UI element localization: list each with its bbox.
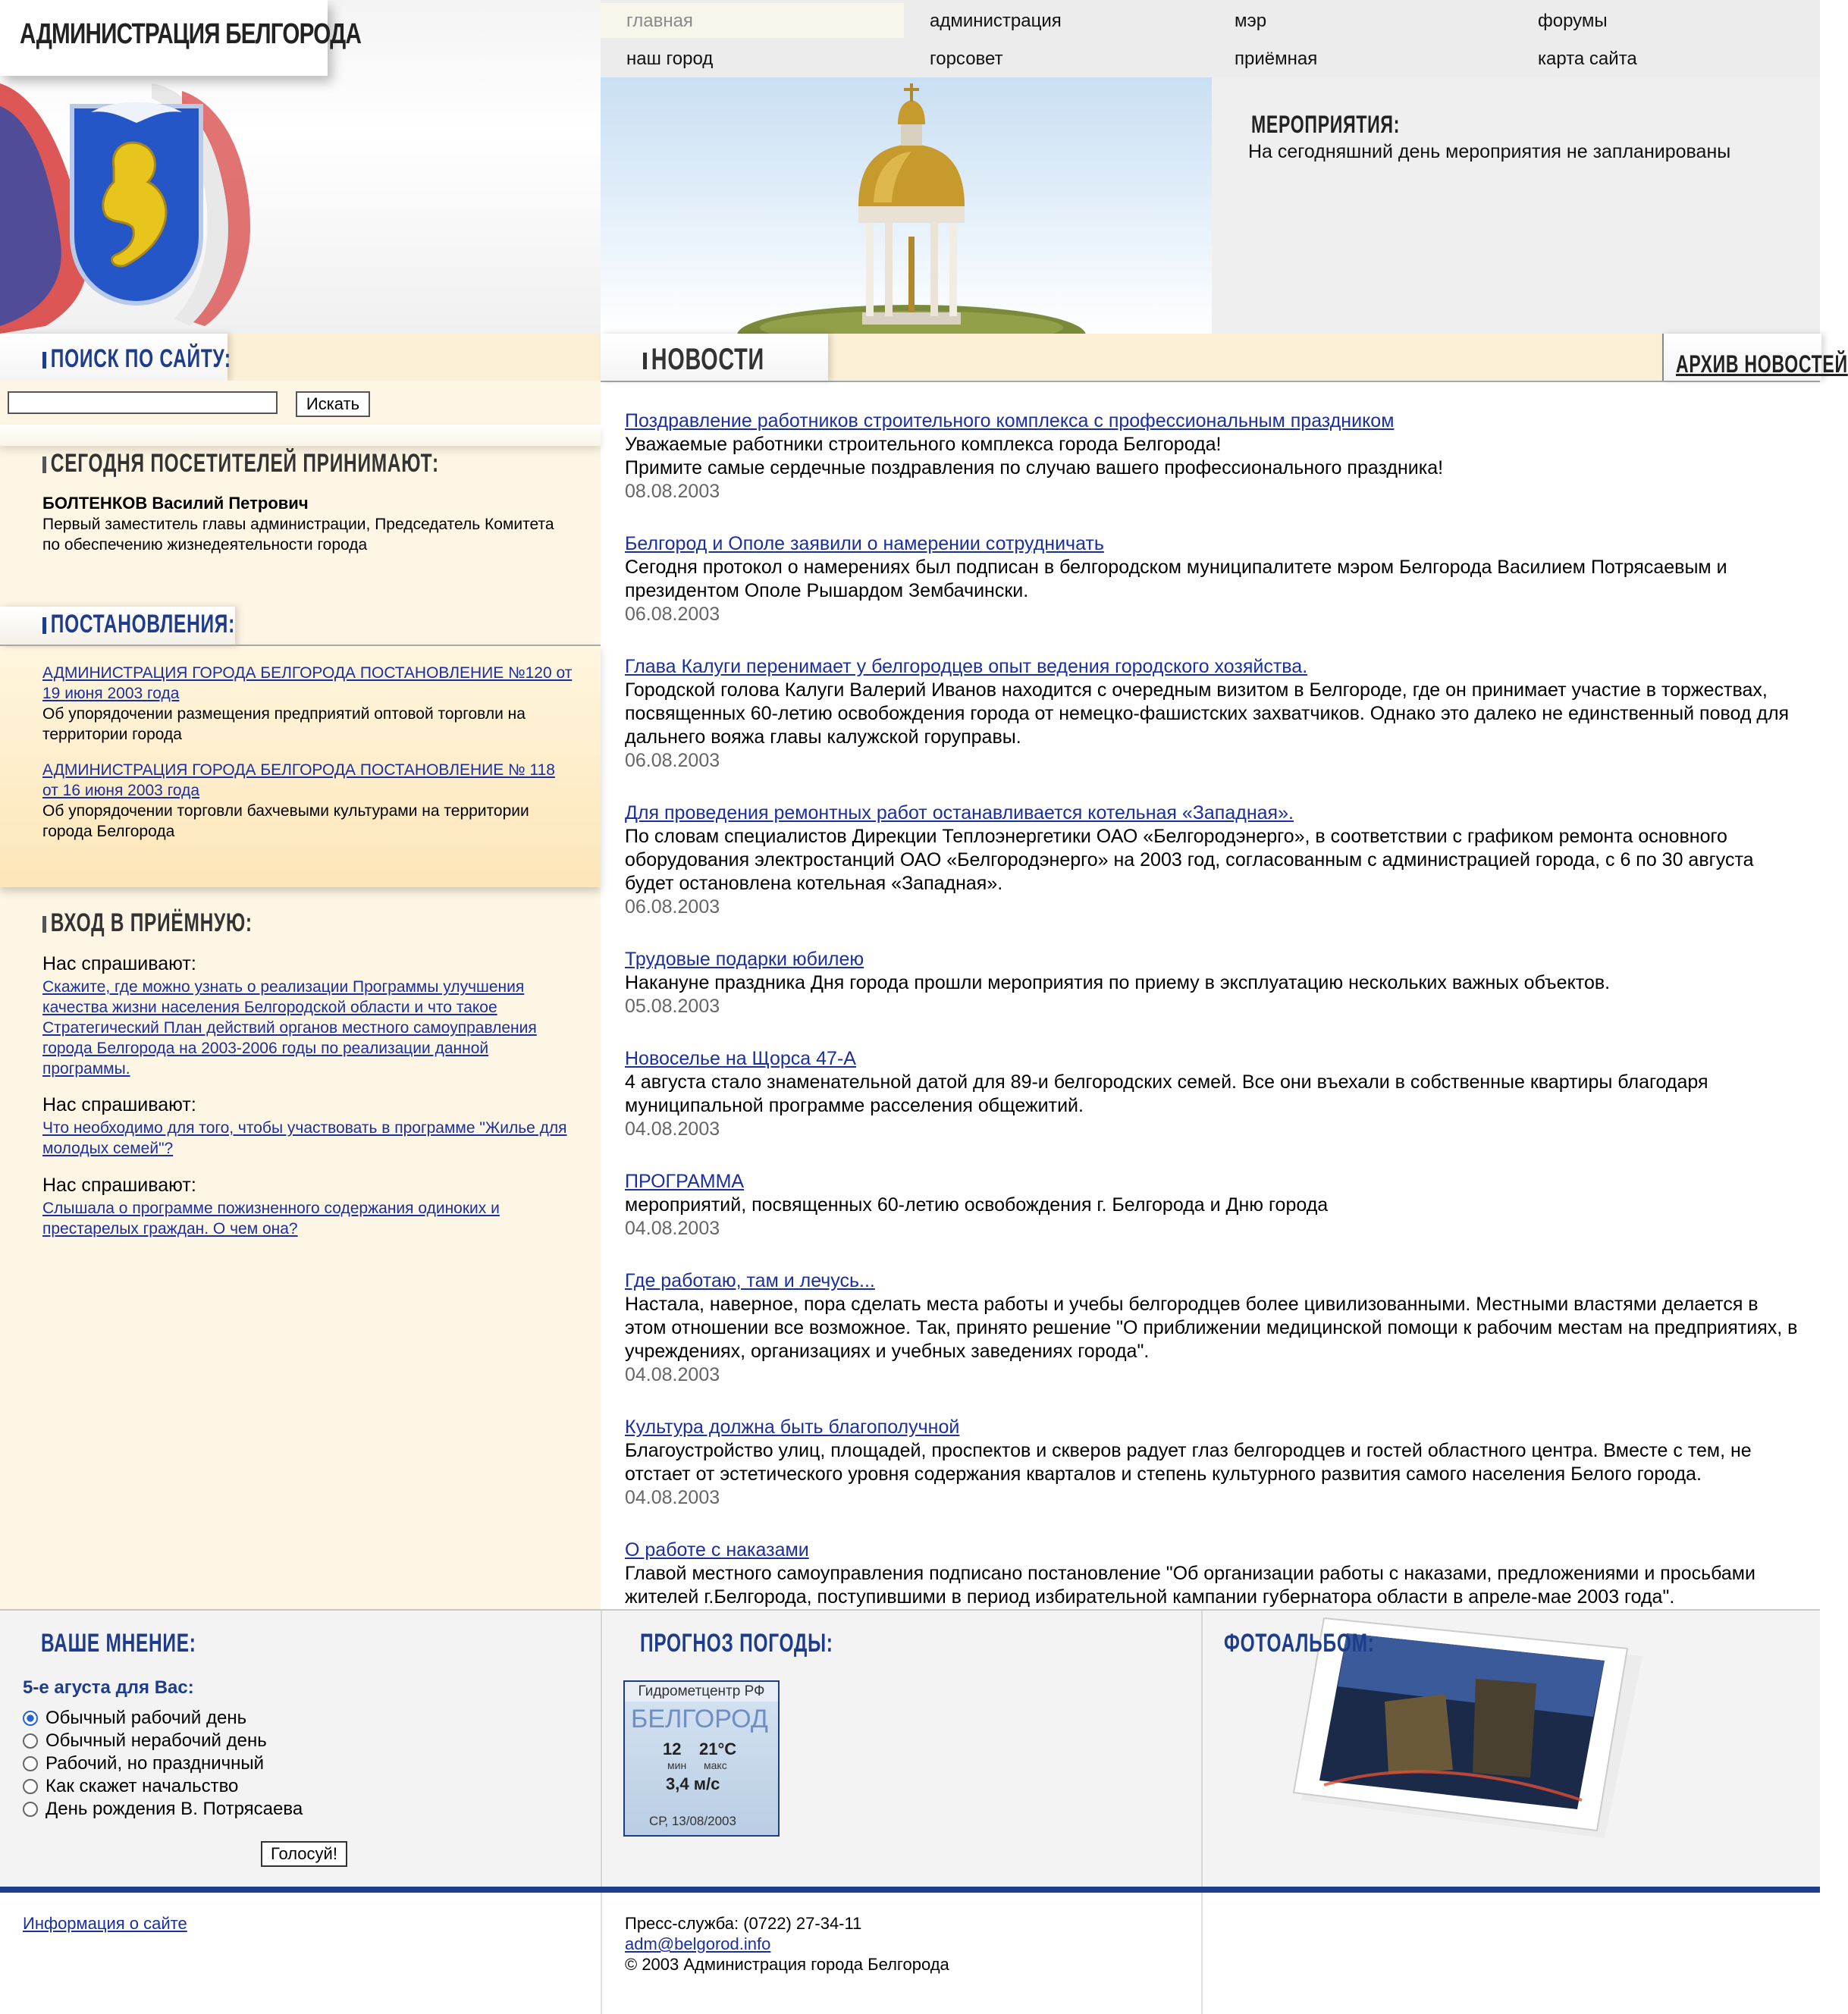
poll-option-label: Обычный нерабочий день [45, 1730, 267, 1751]
news-tab [601, 334, 828, 381]
nav-item-city-council[interactable]: горсовет [930, 49, 1003, 69]
events-panel [1212, 77, 1820, 334]
news-date: 04.08.2003 [625, 1218, 720, 1239]
news-archive-link[interactable]: АРХИВ НОВОСТЕЙ [1676, 350, 1848, 378]
question-label-3: Нас спрашивают: [42, 1175, 196, 1196]
news-item [625, 802, 1800, 919]
news-heading-text: НОВОСТИ [651, 343, 764, 376]
news-text: мероприятий, посвященных 60-летию освобождения г. Белгорода и Дню города [625, 1194, 1329, 1216]
nav-item-administration[interactable]: администрация [930, 11, 1062, 31]
news-text: Настала, наверное, пора сделать места работы и учебы белгородцев более цивилизованными. Местными властями делается в этом отношении все возможное. Так, принято решение "О приближении медицинской помощи к рабочим местам на предприятиях, в учреждениях, организациях и учебных заведениях города". [625, 1294, 1798, 1362]
footer-column-divider [1201, 1893, 1203, 2014]
weather-temp-min: 12 [663, 1740, 682, 1758]
news-date: 04.08.2003 [625, 1118, 720, 1140]
bullet-icon [42, 352, 46, 369]
site-info-link[interactable]: Информация о сайте [23, 1914, 187, 1933]
news-title-link[interactable]: Трудовые подарки юбилею [625, 949, 864, 970]
news-date: 08.08.2003 [625, 481, 720, 502]
search-heading-text: ПОИСК ПО САЙТУ: [50, 344, 231, 373]
search-input[interactable] [8, 391, 278, 414]
news-title-link[interactable]: Белгород и Ополе заявили о намерении сотрудничать [625, 533, 1104, 554]
radio-selected-icon[interactable] [23, 1711, 38, 1726]
radio-icon[interactable] [23, 1779, 38, 1794]
footer [0, 1893, 1820, 2014]
news-text: Главой местного самоуправления подписано постановление "Об организации работы с наказами, предложениями и просьбами жителей г.Белгорода, поступившими в период избирательной кампании губернатора области в апреле-мае 2003 года". [625, 1563, 1755, 1608]
events-heading: МЕРОПРИЯТИЯ: [1251, 111, 1401, 138]
nav-item-our-city[interactable]: наш город [626, 49, 714, 69]
news-date: 04.08.2003 [625, 1364, 720, 1385]
radio-icon[interactable] [23, 1733, 38, 1749]
question-link-1[interactable]: Скажите, где можно узнать о реализации Программы улучшения качества жизни населения Белгородской области и что такое Стратегический План действий органов местного самоуправления города Белгорода на 2003-2006 годы по реализации данной программы. [42, 978, 537, 1078]
weather-temp-max: 21°C [699, 1740, 737, 1758]
news-item [625, 409, 1800, 504]
poll-option-4[interactable] [23, 1776, 238, 1797]
photo-panel [1201, 1611, 1821, 1888]
footer-column-divider [601, 1893, 602, 2014]
poll-option-2[interactable] [23, 1730, 267, 1752]
news-date: 05.08.2003 [625, 996, 720, 1017]
weather-max-label: макс [704, 1759, 727, 1771]
nav-item-home[interactable] [601, 3, 904, 38]
poll-option-label: Как скажет начальство [45, 1776, 239, 1796]
news-item [625, 1269, 1800, 1387]
weather-city: БЕЛГОРОД [631, 1705, 768, 1733]
news-archive-tab[interactable] [1662, 334, 1848, 381]
search-button[interactable]: Искать [296, 391, 370, 417]
news-text: По словам специалистов Дирекции Теплоэнергетики ОАО «Белгородэнерго», в соответствии с графиком ремонта основного оборудования электростанций ОАО «Белгородэнерго» на 2003 год, согласованным с администрацией города, с 6 по 30 августа будет остановлена котельная «Западная». [625, 826, 1754, 894]
news-text: Городской голова Калуги Валерий Иванов находится с очередным визитом в Белгороде, где он принимает участие в торжествах, посвященных 60-летию освобождения города от немецко-фашистских захватчиков. Однако это далеко не единственный повод для дальнего вояжа главы калужской горуправы. [625, 679, 1790, 748]
nav-item-label: главная [626, 11, 693, 31]
question-label-2: Нас спрашивают: [42, 1094, 196, 1115]
news-item [625, 532, 1800, 626]
vote-button[interactable]: Голосуй! [261, 1841, 347, 1867]
decree-desc-2: Об упорядочении торговли бахчевыми культурами на территории города Белгорода [42, 802, 529, 840]
weather-source: Гидрометцентр РФ [625, 1682, 778, 1702]
news-text: Уважаемые работники строительного комплекса города Белгорода! Примите самые сердечные поздравления по случаю вашего профессионального праздника! [625, 434, 1444, 478]
copyright-text: © 2003 Администрация города Белгорода [625, 1955, 949, 1974]
news-title-link[interactable]: Глава Калуги перенимает у белгородцев опыт ведения городского хозяйства. [625, 656, 1308, 677]
poll-option-label: Обычный рабочий день [45, 1708, 247, 1728]
news-item [625, 655, 1800, 773]
poll-panel [0, 1611, 601, 1888]
nav-item-reception[interactable]: приёмная [1235, 49, 1318, 69]
weather-widget[interactable] [623, 1680, 780, 1837]
news-text: Сегодня протокол о намерениях был подписан в белгородском муниципалитете мэром Белгорода Василием Потрясаевым и президентом Ополе Рышардом Зембачински. [625, 557, 1727, 601]
news-item [625, 948, 1800, 1018]
contact-email-link[interactable]: adm@belgorod.info [625, 1934, 771, 1953]
news-title-link[interactable]: Новоселье на Щорса 47-А [625, 1048, 856, 1069]
news-text: Накануне праздника Дня города прошли мероприятия по приему в эксплуатацию нескольких важных объектов. [625, 972, 1611, 993]
news-title-link[interactable]: Культура должна быть благополучной [625, 1416, 960, 1438]
press-service-phone: Пресс-служба: (0722) 27-34-11 [625, 1914, 862, 1933]
nav-item-forums[interactable]: форумы [1538, 11, 1608, 31]
poll-option-5[interactable] [23, 1799, 303, 1820]
radio-icon[interactable] [23, 1802, 38, 1817]
divider-line [0, 645, 601, 646]
reception-heading-text: СЕГОДНЯ ПОСЕТИТЕЛЕЙ ПРИНИМАЮТ: [50, 449, 439, 478]
weather-date: СР, 13/08/2003 [649, 1814, 736, 1828]
news-title-link[interactable]: Где работаю, там и лечусь... [625, 1270, 875, 1291]
section-tab-band [0, 334, 1848, 382]
news-title-link[interactable]: О работе с наказами [625, 1539, 809, 1561]
question-link-2[interactable]: Что необходимо для того, чтобы участвовать в программе "Жилье для молодых семей"? [42, 1119, 567, 1157]
hero-image-chapel [601, 77, 1212, 334]
news-title-link[interactable]: ПРОГРАММА [625, 1171, 745, 1192]
bottom-panels [0, 1609, 1820, 1888]
reception-official-position: Первый заместитель главы администрации, Председатель Комитета по обеспечению жизнедеятельности города [42, 516, 554, 554]
news-heading [643, 343, 764, 377]
photo-heading: ФОТОАЛЬБОМ: [1224, 1629, 1375, 1658]
footer-divider [0, 1887, 1820, 1893]
news-title-link[interactable]: Для проведения ремонтных работ останавливается котельная «Западная». [625, 802, 1294, 823]
decrees-heading [42, 610, 235, 639]
office-heading-text: ВХОД В ПРИЁМНУЮ: [50, 908, 253, 937]
weather-heading: ПРОГНОЗ ПОГОДЫ: [640, 1629, 833, 1658]
news-item [625, 1047, 1800, 1141]
chapel-illustration [601, 77, 1212, 334]
poll-option-1[interactable] [23, 1708, 246, 1729]
decrees-heading-text: ПОСТАНОВЛЕНИЯ: [50, 610, 235, 638]
top-navigation [601, 0, 1820, 77]
nav-item-mayor[interactable]: мэр [1235, 11, 1267, 31]
news-text: 4 августа стало знаменательной датой для 89-и белгородских семей. Все они въехали в собственные квартиры благодаря муниципальной программе расселения общежитий. [625, 1071, 1708, 1116]
decree-link-1[interactable]: АДМИНИСТРАЦИЯ ГОРОДА БЕЛГОРОДА ПОСТАНОВЛЕНИЕ №120 от 19 июня 2003 года [42, 664, 573, 702]
poll-option-3[interactable] [23, 1753, 264, 1774]
news-date: 04.08.2003 [625, 1487, 720, 1508]
section-divider [0, 425, 601, 446]
weather-min-label: мин [667, 1759, 687, 1771]
decree-desc-1: Об упорядочении размещения предприятий оптовой торговли на территории города [42, 705, 526, 743]
poll-question: 5-е агуста для Вас: [23, 1677, 194, 1698]
site-title: АДМИНИСТРАЦИЯ БЕЛГОРОДА [20, 18, 362, 50]
news-date: 06.08.2003 [625, 896, 720, 918]
bullet-icon [42, 617, 46, 634]
search-heading [42, 344, 231, 374]
radio-icon[interactable] [23, 1756, 38, 1771]
poll-heading: ВАШЕ МНЕНИЕ: [41, 1629, 196, 1658]
news-date: 06.08.2003 [625, 604, 720, 625]
poll-option-label: Рабочий, но праздничный [45, 1753, 265, 1774]
news-list [625, 409, 1800, 1661]
poll-option-label: День рождения В. Потрясаева [45, 1799, 303, 1819]
reception-official-name: БОЛТЕНКОВ Василий Петрович [42, 494, 309, 513]
coat-of-arms-logo [0, 76, 356, 334]
decree-link-2[interactable]: АДМИНИСТРАЦИЯ ГОРОДА БЕЛГОРОДА ПОСТАНОВЛЕНИЕ № 118 от 16 июня 2003 года [42, 761, 555, 799]
search-tab [0, 334, 231, 381]
news-date: 06.08.2003 [625, 750, 720, 771]
question-label-1: Нас спрашивают: [42, 953, 196, 974]
news-item [625, 1416, 1800, 1510]
question-link-3[interactable]: Слышала о программе пожизненного содержания одиноких и престарелых граждан. О чем она? [42, 1200, 500, 1238]
news-text: Благоустройство улиц, площадей, проспектов и скверов радует глаз белгородцев и гостей областного центра. Вместе с тем, не отстает от эстетического уровня содержания кварталов и степень культурного развития самого населения Белого города. [625, 1440, 1752, 1485]
reception-heading [42, 449, 439, 478]
weather-wind: 3,4 м/с [666, 1774, 720, 1793]
news-item [625, 1170, 1800, 1241]
news-title-link[interactable]: Поздравление работников строительного комплекса с профессиональным праздником [625, 410, 1395, 431]
bullet-icon [643, 353, 647, 369]
nav-item-sitemap[interactable]: карта сайта [1538, 49, 1637, 69]
events-text: На сегодняшний день мероприятия не запланированы [1248, 141, 1731, 162]
bullet-icon [42, 456, 46, 473]
office-heading [42, 908, 253, 938]
bullet-icon [42, 916, 46, 933]
